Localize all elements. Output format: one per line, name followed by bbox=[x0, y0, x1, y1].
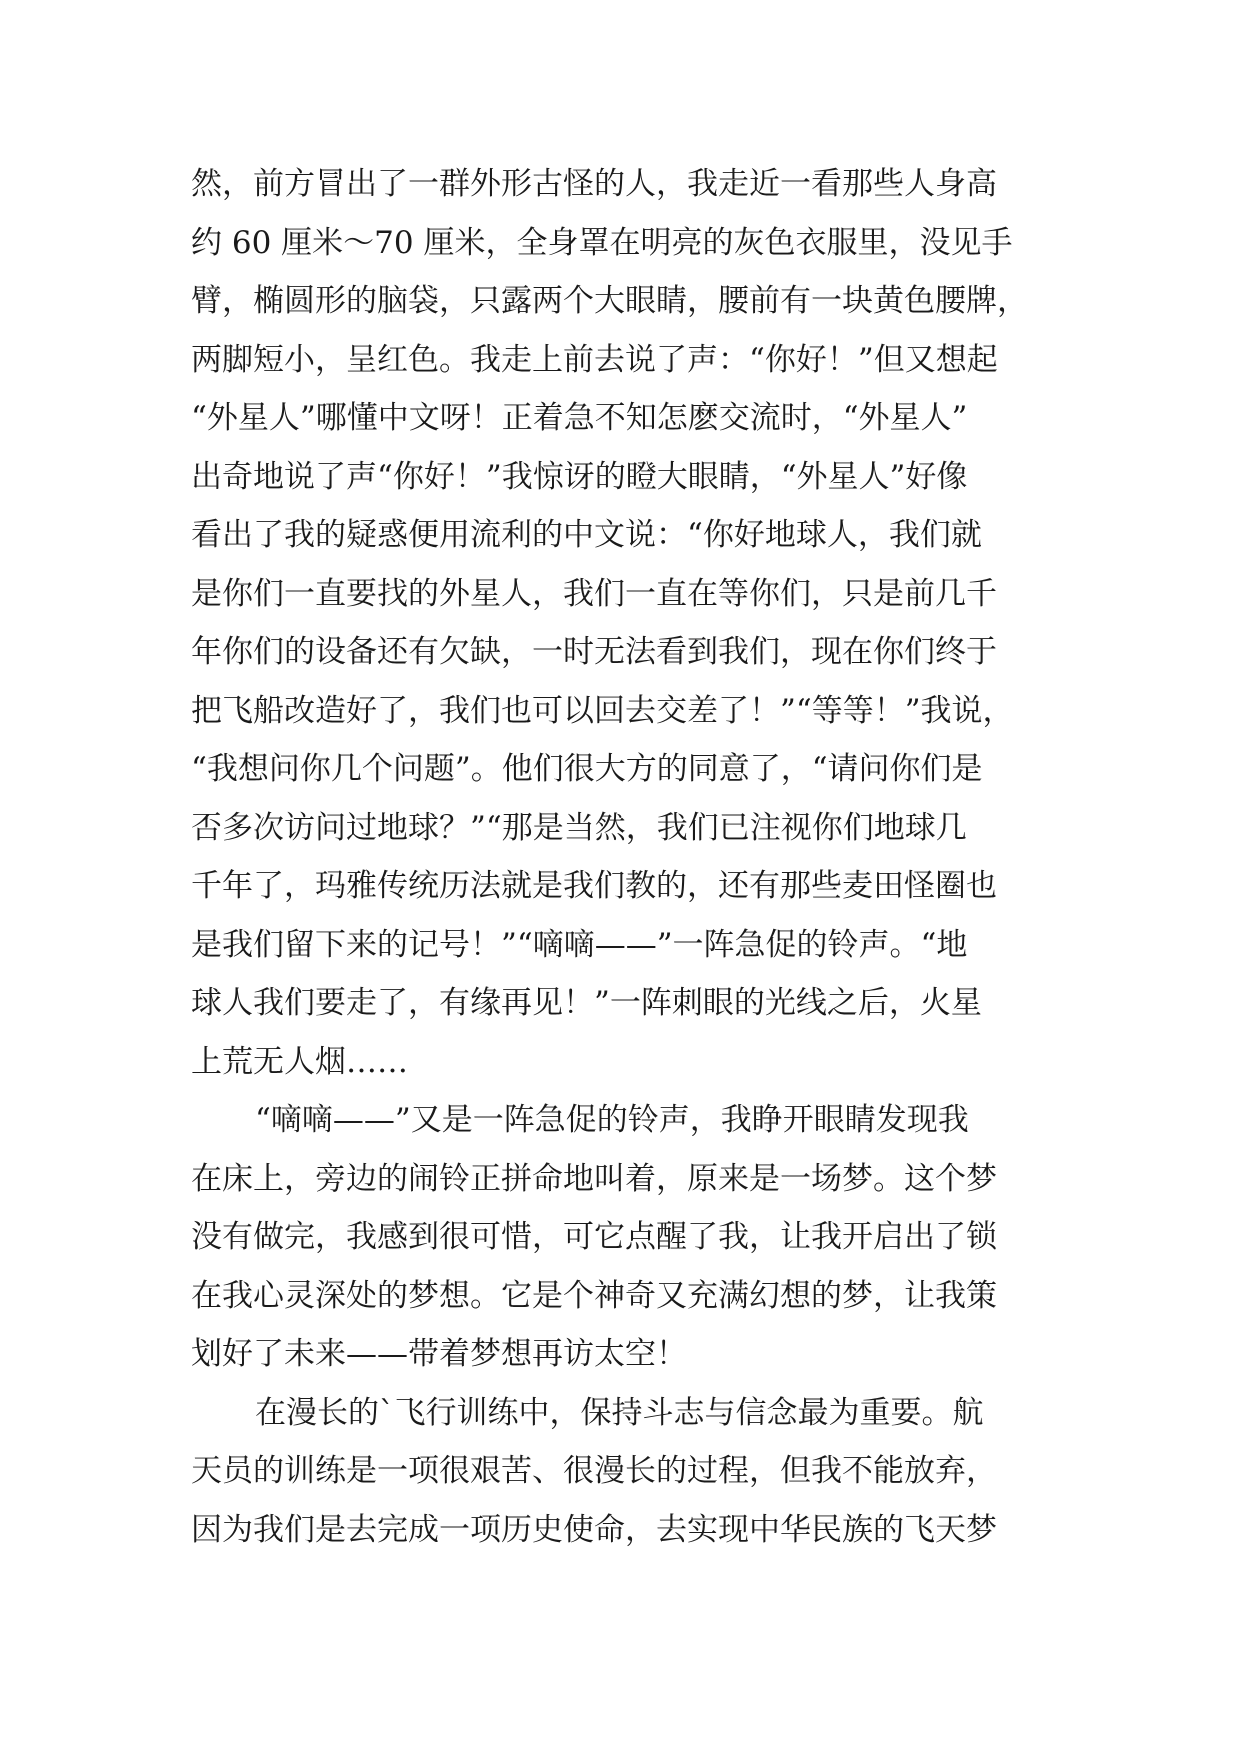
text-line: 球人我们要走了，有缘再见！”一阵刺眼的光线之后，火星 bbox=[191, 985, 982, 1021]
text-line: 是我们留下来的记号！”“嘀嘀——”一阵急促的铃声。“地 bbox=[191, 926, 968, 963]
body-text bbox=[191, 155, 1091, 1559]
text-line: 没有做完，我感到很可惜，可它点醒了我，让我开启出了锁 bbox=[191, 1219, 997, 1255]
text-line: 然，前方冒出了一群外形古怪的人，我走近一看那些人身高 bbox=[191, 166, 997, 202]
text-line: 否多次访问过地球？”“那是当然，我们已注视你们地球几 bbox=[191, 809, 967, 846]
text-line: 在漫长的`飞行训练中，保持斗志与信念最为重要。航 bbox=[255, 1394, 984, 1431]
text-line: 划好了未来——带着梦想再访太空！ bbox=[191, 1336, 687, 1372]
text-line: 臂，椭圆形的脑袋，只露两个大眼睛，腰前有一块黄色腰牌， bbox=[191, 283, 1028, 319]
text-line: 两脚短小，呈红色。我走上前去说了声：“你好！”但又想起 bbox=[191, 341, 998, 378]
text-line: 在床上，旁边的闹铃正拼命地叫着，原来是一场梦。这个梦 bbox=[191, 1160, 997, 1197]
text-line: 天员的训练是一项很艰苦、很漫长的过程，但我不能放弃， bbox=[191, 1453, 997, 1489]
text-line: 年你们的设备还有欠缺，一时无法看到我们，现在你们终于 bbox=[191, 634, 997, 670]
text-line: 是你们一直要找的外星人，我们一直在等你们，只是前几千 bbox=[191, 575, 997, 612]
text-line: “我想问你几个问题”。他们很大方的同意了，“请问你们是 bbox=[191, 751, 983, 787]
text-line: “外星人”哪懂中文呀！正着急不知怎麽交流时，“外星人” bbox=[191, 400, 968, 436]
text-line: 约 60 厘米～70 厘米，全身罩在明亮的灰色衣服里，没见手 bbox=[191, 224, 1013, 261]
text-line: 在我心灵深处的梦想。它是个神奇又充满幻想的梦，让我策 bbox=[191, 1277, 997, 1314]
text-line: 看出了我的疑惑便用流利的中文说：“你好地球人，我们就 bbox=[191, 517, 982, 553]
text-line: 因为我们是去完成一项历史使命，去实现中华民族的飞天梦 bbox=[191, 1511, 997, 1548]
text-line: 上荒无人烟…… bbox=[191, 1043, 408, 1080]
text-line: 千年了，玛雅传统历法就是我们教的，还有那些麦田怪圈也 bbox=[191, 868, 997, 904]
text-line: “嘀嘀——”又是一阵急促的铃声，我睁开眼睛发现我 bbox=[255, 1102, 969, 1138]
text-line: 出奇地说了声“你好！”我惊讶的瞪大眼睛，“外星人”好像 bbox=[191, 458, 968, 495]
text-line: 把飞船改造好了，我们也可以回去交差了！”“等等！”我说， bbox=[191, 692, 1014, 729]
